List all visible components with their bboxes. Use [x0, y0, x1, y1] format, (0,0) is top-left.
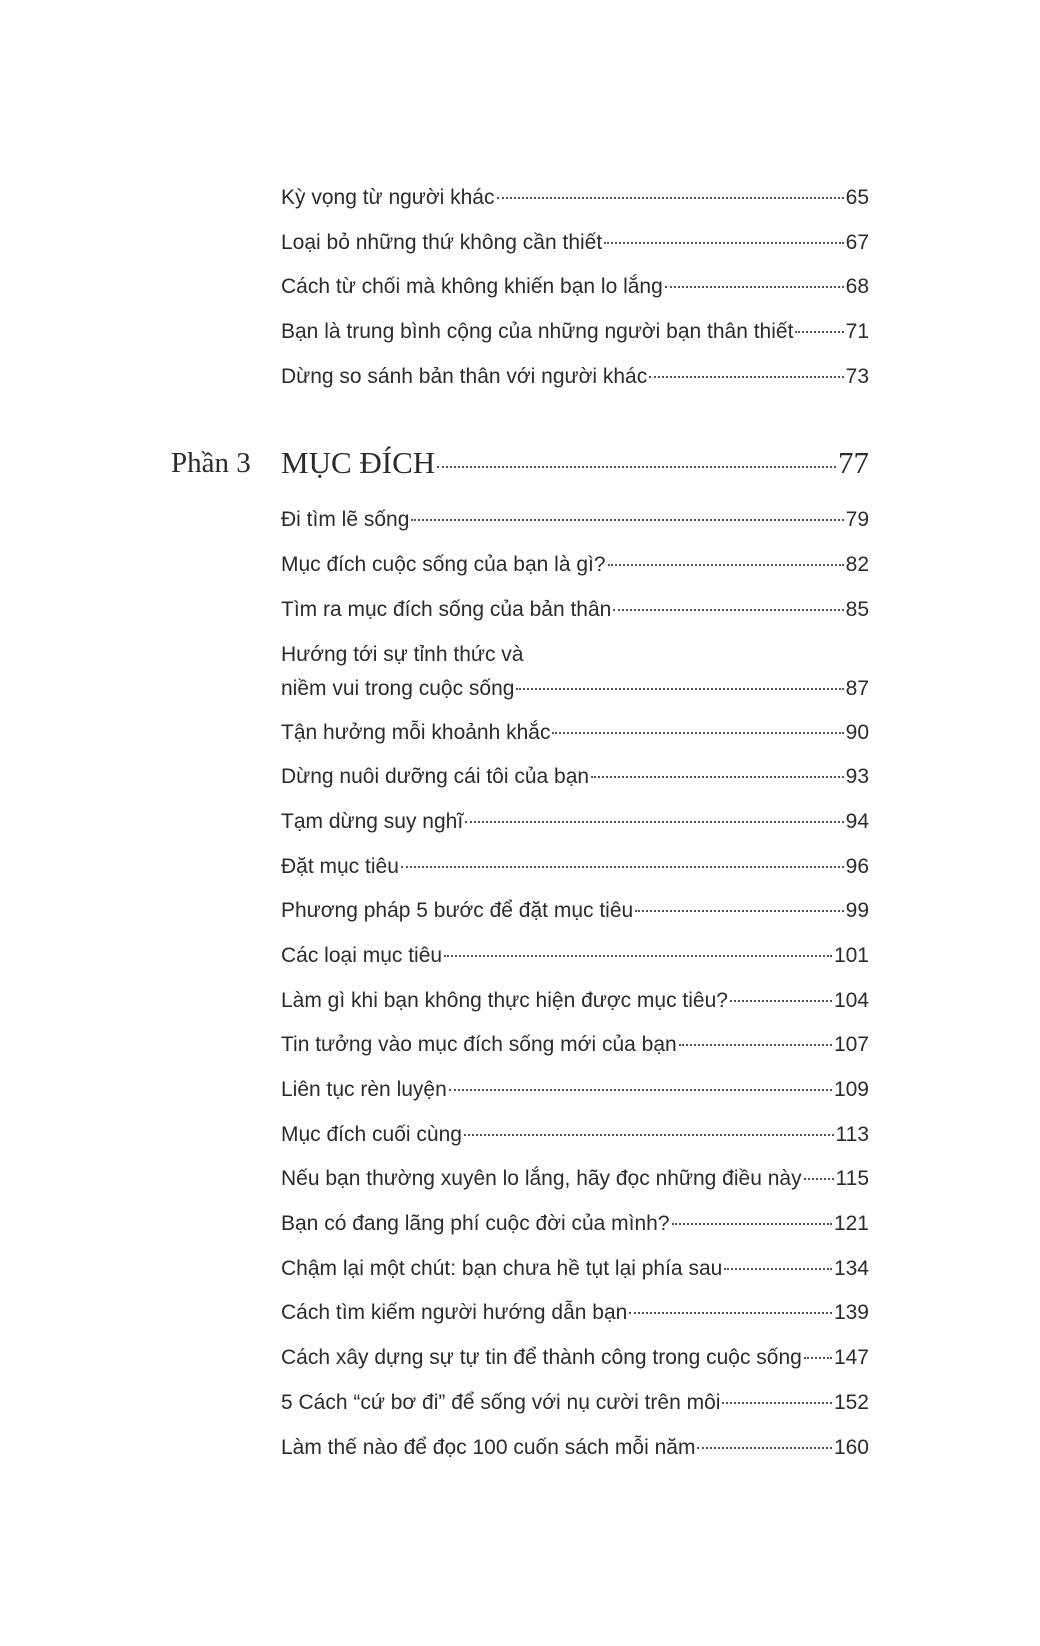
dot-leader — [724, 1268, 832, 1270]
toc-entry[interactable] — [281, 845, 869, 890]
entry-page: 113 — [835, 1122, 869, 1146]
toc-entry[interactable] — [281, 498, 869, 543]
entry-title: Mục đích cuộc sống của bạn là gì? — [281, 553, 606, 577]
toc-entry[interactable] — [281, 934, 869, 979]
part-heading — [171, 399, 869, 498]
part-entries-a — [281, 498, 869, 632]
entry-page: 115 — [835, 1167, 869, 1191]
dot-leader — [665, 286, 844, 288]
toc-entry[interactable] — [281, 221, 869, 266]
entry-title: 5 Cách “cứ bơ đi” để sống với nụ cười trên môi — [281, 1390, 721, 1414]
toc-entry[interactable] — [281, 543, 869, 588]
entry-page: 96 — [845, 854, 869, 878]
entry-page: 99 — [845, 899, 869, 923]
entry-page: 101 — [833, 943, 869, 967]
entry-title: Đặt mục tiêu — [281, 854, 399, 878]
toc-entry[interactable] — [281, 1291, 869, 1336]
entry-page: 152 — [833, 1390, 869, 1414]
dot-leader — [444, 955, 832, 957]
toc-entry[interactable] — [281, 1068, 869, 1113]
entry-title-line2: niềm vui trong cuộc sống — [281, 676, 515, 700]
entry-title: Tạm dừng suy nghĩ — [281, 809, 464, 833]
entry-page: 160 — [833, 1435, 869, 1459]
entry-title: Đi tìm lẽ sống — [281, 508, 410, 532]
entry-title: Làm thế nào để đọc 100 cuốn sách mỗi năm — [281, 1435, 696, 1459]
dot-leader — [552, 732, 843, 734]
toc-entry[interactable] — [281, 1426, 869, 1471]
entry-title: Chậm lại một chút: bạn chưa hề tụt lại phía sau — [281, 1256, 723, 1280]
dot-leader — [804, 1178, 834, 1180]
entry-page: 87 — [845, 676, 869, 700]
entry-page: 79 — [845, 508, 869, 532]
entry-title: Loại bỏ những thứ không cần thiết — [281, 230, 603, 254]
toc-entry[interactable] — [281, 588, 869, 633]
dot-leader — [672, 1223, 832, 1225]
toc-entry[interactable] — [281, 755, 869, 800]
dot-leader — [722, 1402, 832, 1404]
toc-entry[interactable] — [281, 979, 869, 1024]
part-label: Phần 3 — [171, 447, 251, 480]
part-title: MỤC ĐÍCH — [281, 445, 436, 481]
dot-leader — [608, 564, 844, 566]
entry-title: Tìm ra mục đích sống của bản thân — [281, 597, 612, 621]
entry-page: 82 — [845, 553, 869, 577]
dot-leader — [649, 376, 843, 378]
entry-title: Tận hưởng mỗi khoảnh khắc — [281, 720, 551, 744]
entry-page: 67 — [845, 230, 869, 254]
entry-title: Phương pháp 5 bước để đặt mục tiêu — [281, 899, 634, 923]
entry-page: 90 — [845, 720, 869, 744]
toc-entry[interactable] — [281, 265, 869, 310]
entry-title: Bạn là trung bình cộng của những người bạn thân thiết — [281, 320, 794, 344]
entry-page: 134 — [833, 1256, 869, 1280]
entry-title: Nếu bạn thường xuyên lo lắng, hãy đọc những điều này — [281, 1167, 802, 1191]
dot-leader — [516, 688, 843, 690]
entry-title: Mục đích cuối cùng — [281, 1122, 462, 1146]
toc-entry[interactable] — [281, 1023, 869, 1068]
toc-entry[interactable] — [281, 1113, 869, 1158]
toc-entry[interactable] — [281, 1247, 869, 1292]
entry-page: 85 — [845, 597, 869, 621]
entry-title: Dừng nuôi dưỡng cái tôi của bạn — [281, 765, 590, 789]
entry-page: 139 — [833, 1301, 869, 1325]
table-of-contents — [171, 176, 869, 1470]
dot-leader — [591, 776, 844, 778]
entry-page: 121 — [833, 1212, 869, 1236]
toc-entry[interactable] — [281, 1381, 869, 1426]
entry-page: 147 — [833, 1346, 869, 1370]
entry-page: 65 — [845, 186, 869, 209]
part-page: 77 — [838, 445, 869, 481]
dot-leader — [679, 1044, 832, 1046]
dot-leader — [804, 1357, 832, 1359]
entry-title-line1: Hướng tới sự tỉnh thức và — [281, 642, 524, 666]
part-title-row[interactable] — [281, 433, 869, 493]
toc-entry[interactable] — [281, 800, 869, 845]
entry-page: 109 — [833, 1078, 869, 1101]
entry-title: Cách xây dựng sự tự tin để thành công trong cuộc sống — [281, 1346, 802, 1370]
dot-leader — [464, 1134, 834, 1136]
entry-page: 73 — [845, 364, 869, 388]
entry-title: Cách từ chối mà không khiến bạn lo lắng — [281, 275, 663, 299]
entry-title: Bạn có đang lãng phí cuộc đời của mình? — [281, 1212, 670, 1236]
dot-leader — [730, 1000, 832, 1002]
entry-page: 93 — [845, 765, 869, 789]
entry-title: Liên tục rèn luyện — [281, 1078, 447, 1101]
entry-page: 94 — [845, 809, 869, 833]
toc-entry[interactable] — [281, 1202, 869, 1247]
dot-leader — [697, 1447, 832, 1449]
toc-entry[interactable] — [281, 1157, 869, 1202]
toc-entry[interactable] — [281, 176, 869, 221]
toc-entry[interactable] — [281, 355, 869, 400]
entry-page: 68 — [845, 275, 869, 299]
dot-leader — [635, 910, 843, 912]
toc-entry[interactable] — [281, 889, 869, 934]
dot-leader — [449, 1089, 832, 1091]
dot-leader — [613, 609, 843, 611]
entry-page: 104 — [833, 988, 869, 1012]
part-entries-b — [281, 711, 869, 1471]
toc-entry[interactable] — [281, 1336, 869, 1381]
toc-entry[interactable] — [281, 633, 869, 711]
entry-page: 107 — [833, 1033, 869, 1057]
entry-title: Làm gì khi bạn không thực hiện được mục tiêu? — [281, 988, 728, 1012]
previous-section-entries — [281, 176, 869, 399]
toc-entry[interactable] — [281, 711, 869, 756]
dot-leader — [411, 519, 843, 521]
dot-leader — [629, 1312, 832, 1314]
dot-leader — [437, 466, 836, 468]
entry-title: Các loại mục tiêu — [281, 943, 443, 967]
entry-title: Dừng so sánh bản thân với người khác — [281, 364, 648, 388]
dot-leader — [795, 331, 843, 333]
dot-leader — [604, 242, 843, 244]
entry-title: Tin tưởng vào mục đích sống mới của bạn — [281, 1033, 677, 1057]
dot-leader — [497, 197, 844, 199]
dot-leader — [401, 866, 844, 868]
entry-title: Cách tìm kiếm người hướng dẫn bạn — [281, 1301, 628, 1325]
entry-page: 71 — [845, 320, 869, 344]
entry-title: Kỳ vọng từ người khác — [281, 186, 495, 209]
toc-entry[interactable] — [281, 310, 869, 355]
dot-leader — [465, 821, 843, 823]
